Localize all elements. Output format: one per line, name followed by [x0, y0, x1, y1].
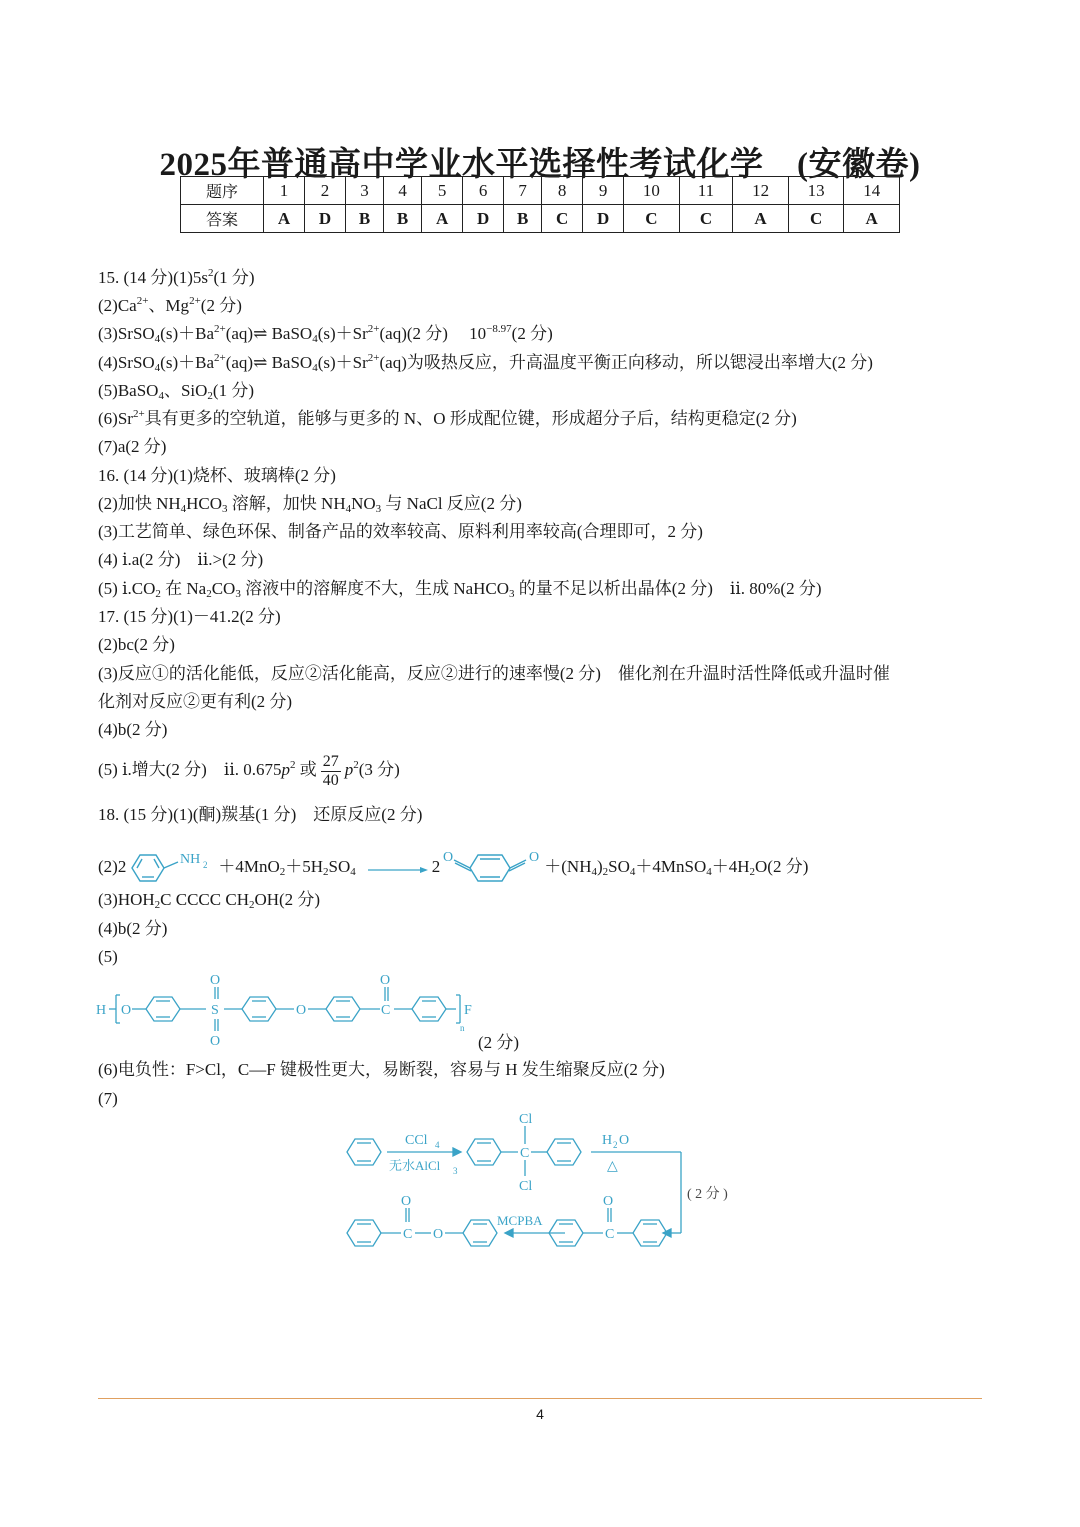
synthesis-route	[335, 1108, 755, 1258]
answer-cell: D	[304, 205, 345, 233]
footer-divider	[98, 1398, 982, 1399]
q17-part3-line1: (3)反应①的活化能低，反应②活化能高，反应②进行的速率慢(2 分) 催化剂在升温时活性降低或升温时催	[98, 664, 890, 683]
answer-table-answer-row	[181, 205, 900, 233]
q15-part4: $(4)SrSO_4(s)+Ba^{2+}(aq)\rightleftharpoons$ $BaSO_4(s)+Sr^{2+}(aq)$为吸热反应，升高温度平衡正向移动，所以锶浸出率增大(2 分)	[98, 352, 873, 374]
q16-part4: (4) ⅰ.a(2 分) ⅱ.>(2 分)	[98, 550, 264, 569]
c-atom: C	[520, 1146, 530, 1161]
heat-symbol: △	[607, 1159, 618, 1174]
q15-part6: $(6)Sr^{2+}$具有更多的空轨道，能够与更多的 N、O 形成配位键，形成超分子后，结构更稳定(2 分)	[98, 408, 797, 428]
fraction: $\frac{27}{40}$	[322, 752, 339, 789]
oxygen-label: O	[529, 850, 540, 866]
page-number: 4	[536, 1406, 544, 1422]
row-header-answer: 答案	[181, 205, 264, 233]
q16-part5: (5) $ⅰ.CO_2$ 在 $Na_2CO_3$ 溶液中的溶解度不大，生成 NaHCO$_3$ 的量不足以析出晶体(2 分) ⅱ. 80%(2 分)	[98, 579, 822, 600]
q18-part2-equation: (2)2 NH 2 $+4MnO_2+5H_2SO_4$ 2 O O $+(NH_4)_2SO_4+4MnSO_4+4H_2O(2$ 分)	[98, 842, 808, 892]
question-number: 2	[304, 177, 345, 205]
q15-part2: $(2)Ca^{2+}$、$Mg^{2+}(2$ 分)	[98, 295, 242, 315]
answer-table-number-row	[181, 177, 900, 205]
question-number: 5	[422, 177, 463, 205]
f-atom: F	[464, 1003, 472, 1018]
q16-part3: (3)工艺简单、绿色环保、制备产品的效率较高、原料利用率较高(合理即可，2 分)	[98, 522, 703, 541]
q18-part7-label: (7)	[98, 1089, 118, 1108]
reaction-arrow	[362, 858, 432, 878]
question-number: 3	[345, 177, 383, 205]
page-title: 2025年普通高中学业水平选择性考试化学 (安徽卷)	[159, 147, 921, 183]
q17-part3-line2: 化剂对反应②更有利(2 分)	[98, 692, 293, 711]
c-atom: C	[403, 1227, 413, 1242]
answer-cell: C	[679, 205, 733, 233]
oxygen-label: O	[443, 850, 454, 866]
question-number: 1	[264, 177, 305, 205]
reagent-h2o: H	[602, 1133, 613, 1148]
q17-part4: (4)b(2 分)	[98, 720, 168, 739]
answer-cell: D	[463, 205, 504, 233]
q15-head: 15. (14 分)$(1)5s^2(1$ 分)	[98, 267, 255, 287]
reagent-mcpba: MCPBA	[497, 1213, 543, 1228]
o-atom: O	[401, 1194, 412, 1209]
o-atom: O	[296, 1003, 307, 1018]
question-number: 14	[844, 177, 900, 205]
question-number: 10	[624, 177, 680, 205]
row-header-number: 题序	[181, 177, 264, 205]
reagent-subscript: 3	[453, 1166, 458, 1176]
reagent-alcl3: 无水AlCl	[389, 1158, 441, 1173]
reagent-subscript: 2	[613, 1140, 618, 1150]
q18-part4: (4)b(2 分)	[98, 919, 168, 938]
route-score: ( 2 分 )	[687, 1187, 728, 1202]
answer-cell: B	[345, 205, 383, 233]
cl-atom: Cl	[519, 1179, 533, 1194]
n-subscript: n	[460, 1023, 465, 1033]
q16-head: 16. (14 分)(1)烧杯、玻璃棒(2 分)	[98, 466, 336, 485]
reagent-h2o-o: O	[619, 1133, 630, 1148]
answer-cell: D	[583, 205, 624, 233]
q15-part3: $(3)SrSO_4(s)+Ba^{2+}(aq)\rightleftharpoons$ $BaSO_4(s)+Sr^{2+}(aq)(2$ 分) $10^{-8.97}(2$ 分)	[98, 323, 553, 345]
answer-cell: C	[624, 205, 680, 233]
question-number: 9	[583, 177, 624, 205]
s-atom: S	[211, 1003, 219, 1018]
c-atom: C	[381, 1003, 391, 1018]
c-atom: C	[605, 1227, 615, 1242]
q16-part2: (2)加快 $NH_4HCO_3$ 溶解，加快 $NH_4NO_3$ 与 NaCl 反应(2 分)	[98, 494, 522, 515]
polymer-structure	[94, 965, 494, 1060]
aniline-structure	[126, 846, 218, 890]
o-atom: O	[210, 973, 221, 988]
reagent-subscript: 4	[435, 1140, 440, 1150]
question-number: 12	[733, 177, 789, 205]
answer-cell: A	[422, 205, 463, 233]
q15-part5: (5)BaSO$_4$、SiO$_2$(1 分)	[98, 381, 254, 402]
cl-atom: Cl	[519, 1112, 533, 1127]
answer-cell: A	[733, 205, 789, 233]
q17-part5: (5) ⅰ.增大(2 分) ⅱ. $0.675p^2$ 或 $\frac{27}{40}$ $p^2(3$ 分)	[98, 752, 400, 789]
o-atom: O	[210, 1034, 221, 1049]
answer-cell: A	[844, 205, 900, 233]
q15-part7: (7)a(2 分)	[98, 437, 167, 456]
o-atom: O	[121, 1003, 132, 1018]
question-number: 6	[463, 177, 504, 205]
o-atom: O	[603, 1194, 614, 1209]
question-number: 7	[504, 177, 542, 205]
question-number: 13	[788, 177, 844, 205]
q18-head: 18. (15 分)(1)(酮)羰基(1 分) 还原反应(2 分)	[98, 805, 423, 824]
answer-cell: C	[542, 205, 583, 233]
q18-part5-label: (5)	[98, 947, 118, 966]
answer-cell: C	[788, 205, 844, 233]
benzoquinone-structure	[440, 846, 544, 890]
question-number: 11	[679, 177, 733, 205]
h-atom: H	[96, 1003, 107, 1018]
o-atom: O	[433, 1227, 444, 1242]
nh2-label: NH	[180, 852, 201, 868]
nh2-subscript: 2	[203, 860, 208, 871]
q17-part2: (2)bc(2 分)	[98, 635, 175, 654]
q18-part5-score: (2 分)	[478, 1033, 520, 1052]
o-atom: O	[380, 973, 391, 988]
q18-part3: $(3)HOH_2C$ CCCC $CH_2OH(2$ 分)	[98, 890, 321, 911]
answer-table	[180, 176, 900, 233]
reagent-ccl4: CCl	[405, 1133, 428, 1148]
answer-cell: A	[264, 205, 305, 233]
q17-head: 17. (15 分)(1)－41.2(2 分)	[98, 607, 281, 626]
answer-cell: B	[504, 205, 542, 233]
answer-cell: B	[384, 205, 422, 233]
question-number: 8	[542, 177, 583, 205]
question-number: 4	[384, 177, 422, 205]
q18-part6: (6)电负性：F>Cl，C—F 键极性更大，易断裂，容易与 H 发生缩聚反应(2 分)	[98, 1060, 665, 1079]
